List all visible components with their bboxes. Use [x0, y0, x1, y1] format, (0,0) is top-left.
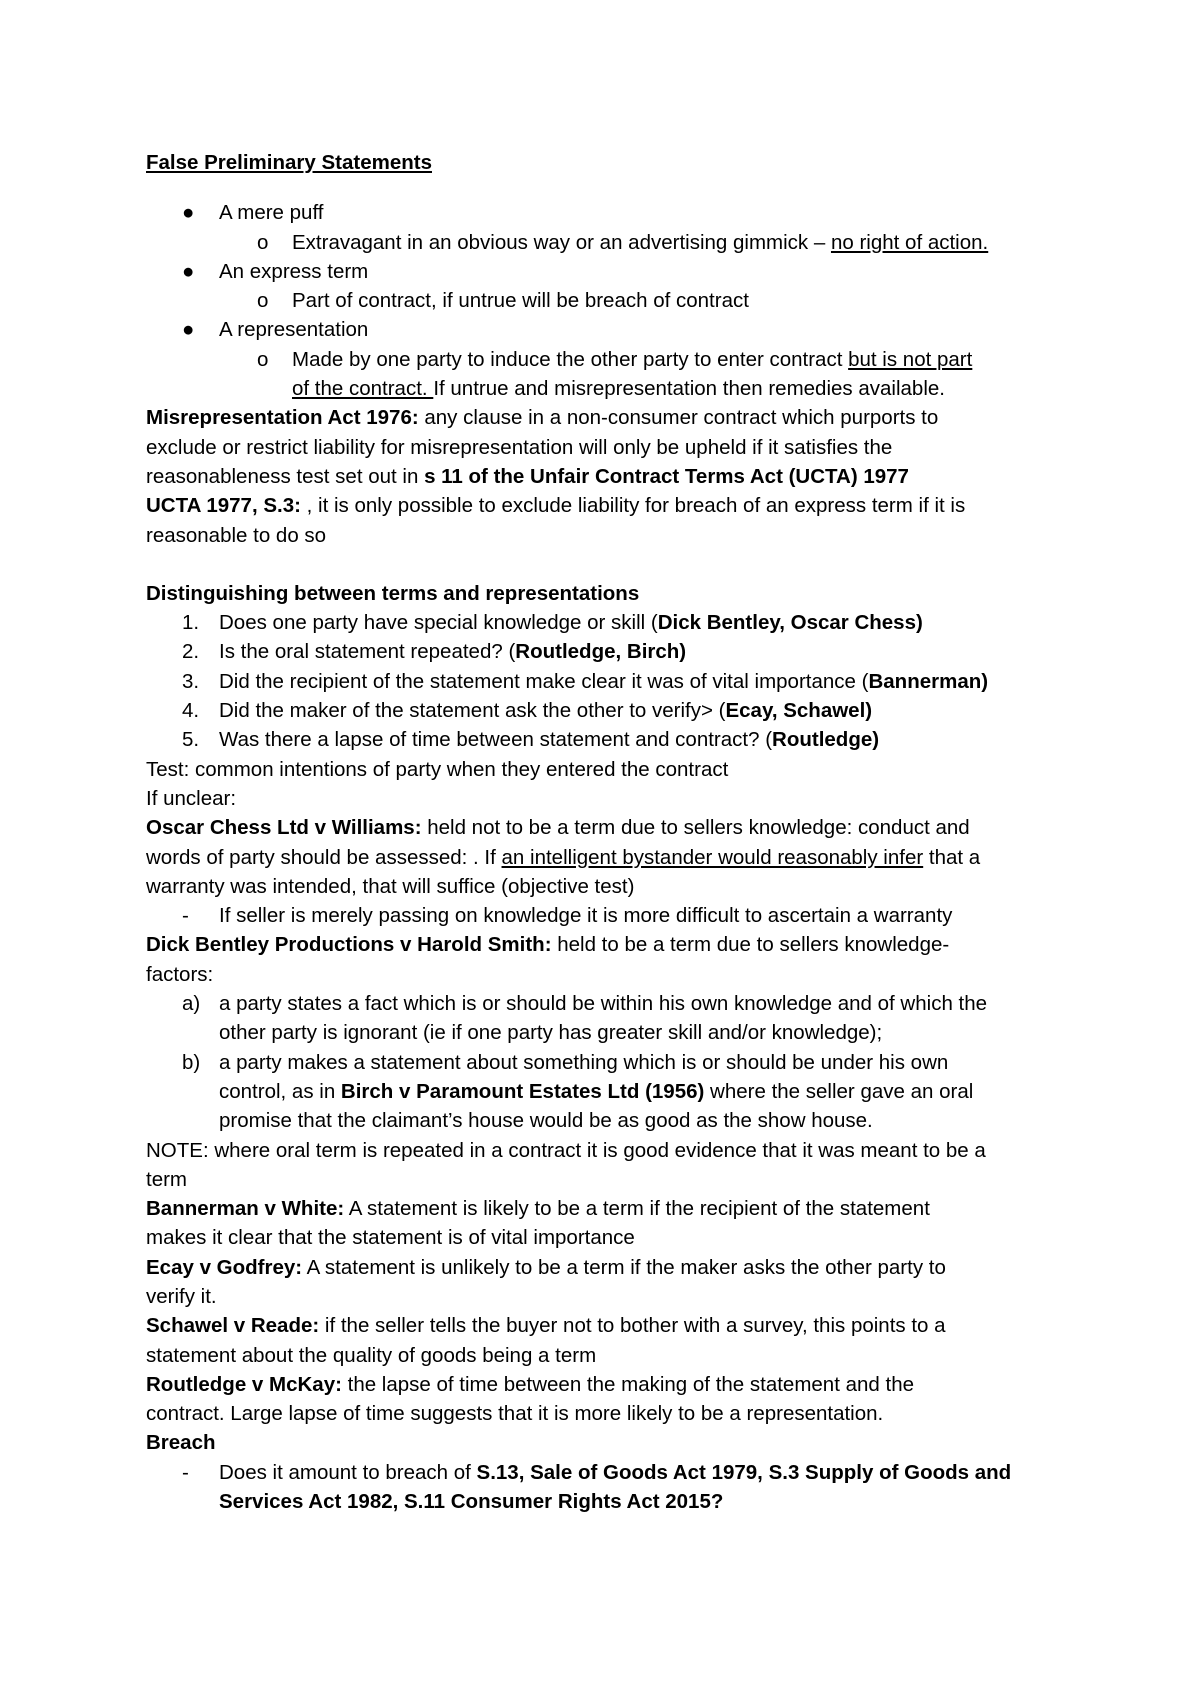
oscar-chess-paragraph: Oscar Chess Ltd v Williams: held not to be a term due to sellers knowledge: conduct and	[146, 816, 970, 840]
breach-heading: Breach	[146, 1431, 216, 1455]
numbered-item: 3. Did the recipient of the statement make clear it was of vital importance (Bannerman)	[182, 669, 989, 693]
numbered-item: 5. Was there a lapse of time between statement and contract? (Routledge)	[182, 728, 880, 752]
note-line: term	[146, 1167, 187, 1191]
bullet-item: ● A mere puff	[146, 198, 1076, 227]
lettered-item: b) a party makes a statement about something which is or should be under his own	[182, 1050, 949, 1074]
lettered-item: a) a party states a fact which is or should be within his own knowledge and of which the	[182, 992, 988, 1016]
bullet-item: ● An express term	[146, 257, 1076, 286]
case-line: statement about the quality of goods being a term	[146, 1343, 597, 1367]
case-line: verify it.	[146, 1284, 217, 1308]
dash-item: - If seller is merely passing on knowledge it is more difficult to ascertain a warranty	[146, 901, 1076, 930]
case-paragraph: Bannerman v White: A statement is likely to be a term if the recipient of the statement	[146, 1197, 930, 1221]
ucta-paragraph: UCTA 1977, S.3: , it is only possible to exclude liability for breach of an express term if it is	[146, 494, 966, 518]
case-line: makes it clear that the statement is of vital importance	[146, 1226, 635, 1250]
sub-bullet-continuation: of the contract. If untrue and misrepresentation then remedies available.	[292, 377, 945, 401]
circle-bullet-icon: o	[257, 289, 269, 313]
case-paragraph: Routledge v McKay: the lapse of time between the making of the statement and the	[146, 1372, 914, 1396]
circle-bullet-icon: o	[257, 347, 269, 371]
lettered-item-continuation: promise that the claimant’s house would be as good as the show house.	[219, 1109, 873, 1133]
case-paragraph: Ecay v Godfrey: A statement is unlikely to be a term if the maker asks the other party to	[146, 1255, 946, 1279]
misrep-paragraph: Misrepresentation Act 1976: any clause in a non-consumer contract which purports to	[146, 406, 939, 430]
dash-icon: -	[182, 904, 189, 928]
numbered-item: 2. Is the oral statement repeated? (Routledge, Birch)	[182, 640, 687, 664]
section-heading: Distinguishing between terms and representations	[146, 581, 640, 605]
bullet-icon: ●	[182, 201, 195, 225]
oscar-chess-line: words of party should be assessed: . If an intelligent bystander would reasonably infer that a	[146, 845, 981, 869]
misrep-line: reasonableness test set out in s 11 of the Unfair Contract Terms Act (UCTA) 1977	[146, 464, 909, 488]
numbered-item: 1. Does one party have special knowledge or skill (Dick Bentley, Oscar Chess)	[182, 611, 923, 635]
numbered-item: 4. Did the maker of the statement ask the other to verify> (Ecay, Schawel)	[182, 699, 873, 723]
dash-icon: -	[182, 1460, 189, 1484]
note-paragraph: NOTE: where oral term is repeated in a contract it is good evidence that it was meant to be a	[146, 1138, 986, 1162]
document-body	[146, 148, 1076, 1516]
sub-bullet-item: o Part of contract, if untrue will be breach of contract	[146, 286, 1076, 315]
dick-bentley-line: factors:	[146, 962, 214, 986]
case-line: contract. Large lapse of time suggests that it is more likely to be a representation.	[146, 1402, 884, 1426]
sub-bullet-item: o Made by one party to induce the other party to enter contract but is not part	[146, 345, 1076, 374]
unclear-line: If unclear:	[146, 786, 237, 810]
circle-bullet-icon: o	[257, 230, 269, 254]
dash-item: - Does it amount to breach of S.13, Sale of Goods Act 1979, S.3 Supply of Goods and	[146, 1458, 1076, 1487]
bullet-item: ● A representation	[146, 315, 1076, 344]
misrep-line: exclude or restrict liability for misrepresentation will only be upheld if it satisfies the	[146, 435, 893, 459]
test-line: Test: common intentions of party when they entered the contract	[146, 757, 729, 781]
spacer	[146, 550, 1076, 579]
oscar-chess-line: warranty was intended, that will suffice (objective test)	[146, 874, 635, 898]
dash-item-continuation: Services Act 1982, S.11 Consumer Rights Act 2015?	[219, 1490, 724, 1514]
dick-bentley-paragraph: Dick Bentley Productions v Harold Smith: held to be a term due to sellers knowledge-	[146, 933, 950, 957]
lettered-item-continuation: other party is ignorant (ie if one party has greater skill and/or knowledge);	[219, 1021, 883, 1045]
case-paragraph: Schawel v Reade: if the seller tells the buyer not to bother with a survey, this points to a	[146, 1314, 946, 1338]
bullet-icon: ●	[182, 318, 195, 342]
page-title: False Preliminary Statements	[146, 151, 432, 174]
sub-bullet-item: o Extravagant in an obvious way or an advertising gimmick – no right of action.	[146, 228, 1076, 257]
bullet-icon: ●	[182, 259, 195, 283]
lettered-item-continuation: control, as in Birch v Paramount Estates Ltd (1956) where the seller gave an oral	[219, 1079, 974, 1103]
ucta-line: reasonable to do so	[146, 523, 327, 547]
